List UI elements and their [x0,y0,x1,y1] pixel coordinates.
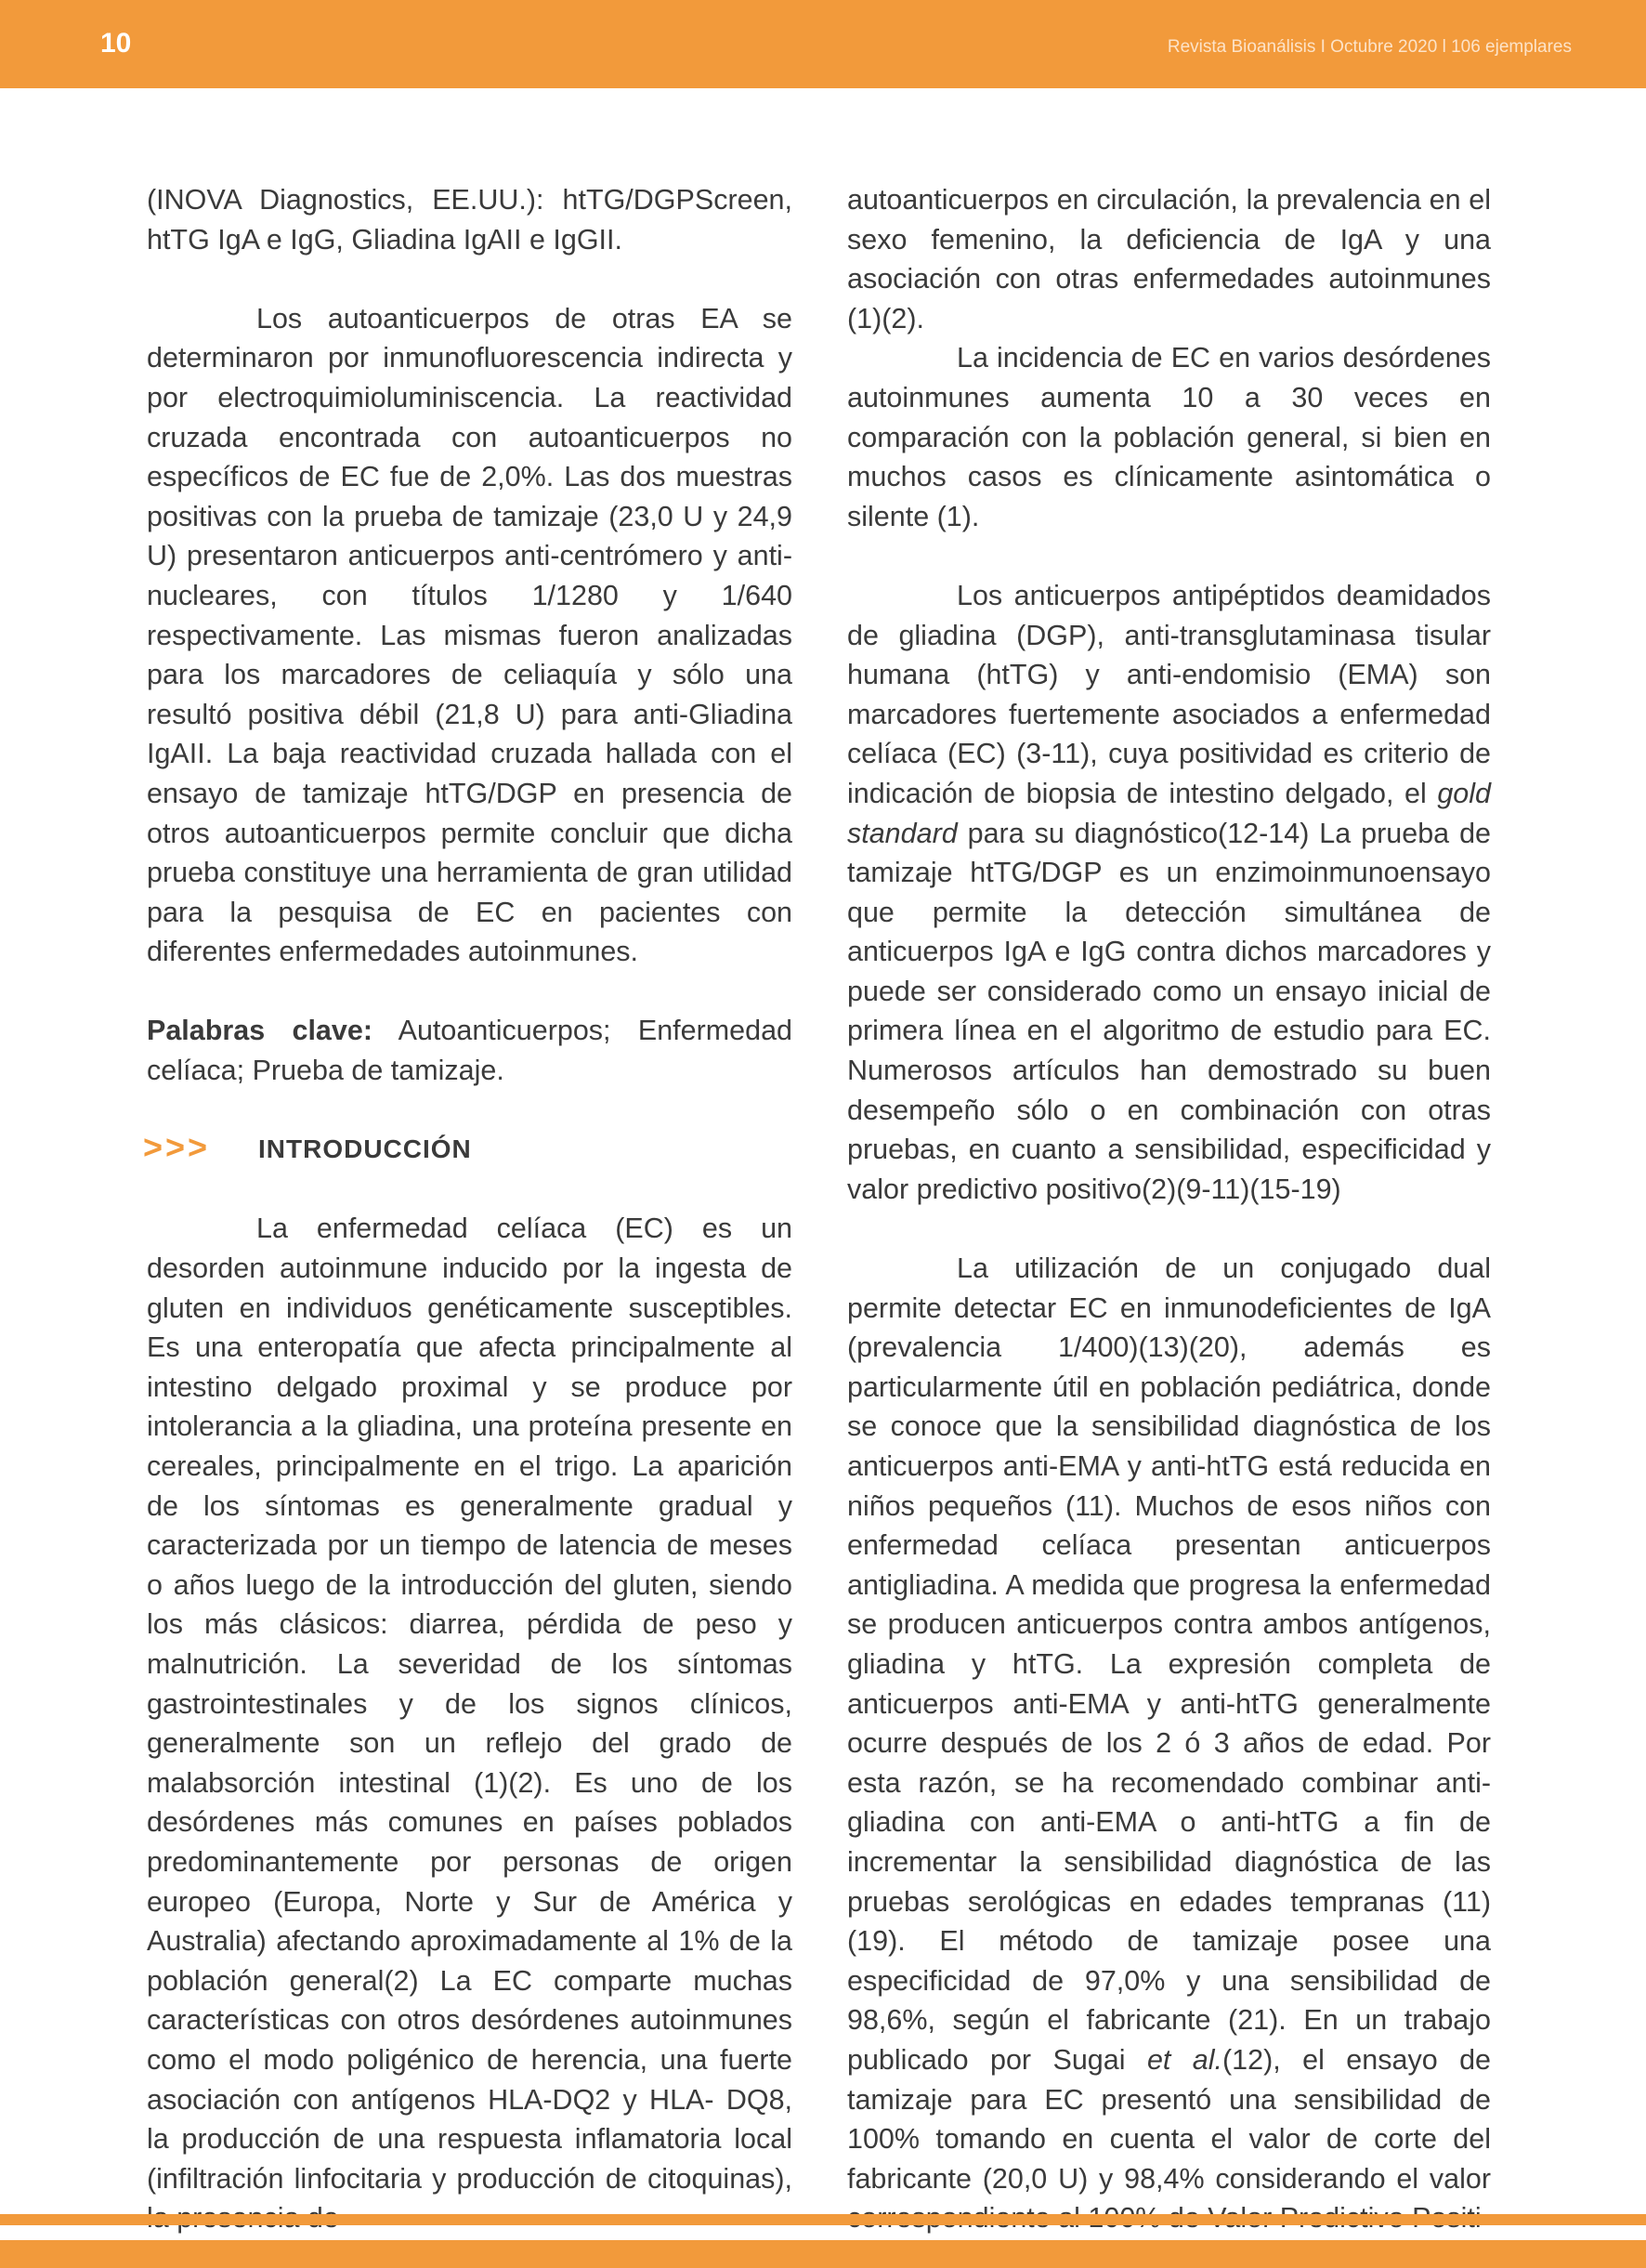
section-heading [143,1128,792,1170]
section-arrows-icon: >>> [143,1128,211,1167]
keywords-label: Palabras clave: [147,1015,372,1047]
left-column [143,180,793,2238]
right-column [847,180,1491,2238]
paragraph: (INOVA Diagnostics, EE.UU.): htTG/DGPScreen, htTG IgA e IgG, Gliadina IgAII e IgGII. [147,184,792,256]
paragraph [847,1249,1491,2238]
paragraph: Los autoanticuerpos de otras EA se determinaron por inmunofluorescencia indirecta y por electroquimioluminiscencia. La reactividad cruzada encontrada con autoanticuerpos no específicos de EC fue de 2,0%. Las dos muestras positivas con la prueba de tamizaje (23,0 U y 24,9 U) presentaron anticuerpos anti-centrómero y anti-nucleares, con títulos 1/1280 y 1/640 respectivamente. Las mismas fueron analizadas para los marcadores de celiaquía y sólo una resultó positiva débil (21,8 U) para anti-Gliadina IgAII. La baja reactividad cruzada hallada con el ensayo de tamizaje htTG/DGP en presencia de otros autoanticuerpos permite concluir que dicha prueba constituye una herramienta de gran utilidad para la pesquisa de EC en pacientes con diferentes enfermedades autoinmunes. [147,302,792,968]
text-run: (12), el ensayo de tamizaje para EC presentó una sensibilidad de 100% tomando en cuenta el valor de corte del fabricante (20,0 U) y 98,4% considerando el valor [847,2043,1492,2195]
section-title: INTRODUCCIÓN [258,1134,472,1164]
keywords [147,1011,792,1090]
page-number: 10 [100,28,132,59]
italic-text: gold standard [847,777,1491,849]
paragraph [847,576,1491,1210]
paragraph: La enfermedad celíaca (EC) es un desorden autoinmune inducido por la ingesta de gluten en individuos genéticamente susceptibles. Es una enteropatía que afecta principalmente al intestino delgado proximal y se produce por intolerancia a la gliadina, una proteína presente en cereales, principalmente en el trigo. La aparición de los síntomas es generalmente gradual y caracterizada por un tiempo de latencia de meses o años luego de la introducción del gluten, siendo los más clásicos: diarrea, pérdida de peso y malnutrición. La severidad de los síntomas gastrointestinales y de los signos clínicos, generalmente son un reflejo del grado de malabsorción intestinal (1)(2). Es uno de los desórdenes más comunes en países poblados predominantemente por personas de origen europeo (Europa, Norte y Sur de América y Australia) afectando aproximadamente al 1% de la población general(2) La EC comparte muchas características con otros desórdenes autoinmunes como el modo poligénico de herencia, una fuerte asociación con antígenos HLA-DQ2 y HLA- DQ8, la producción de una respuesta inflamatoria local (infiltración linfocitaria y producción de citoquinas), [147,1213,792,2195]
text-run: para su diagnóstico(12-14) La prueba de tamizaje htTG/DGP es un enzimoinmunoensayo que permite la detección simultánea de anticuerpos IgA e IgG contra dichos marcadores y puede ser considerado como un ensayo inicial de primera línea en el algoritmo de estudio para EC. Numerosos artículos han demostrado su buen desempeño sólo o en combinación con otras pruebas, en cuanto a sensibilidad, especificidad y valor predictivo positivo(2)(9-11)(15-19) [847,817,1491,1205]
paragraph: La incidencia de EC en varios desórdenes autoinmunes aumenta 10 a 30 veces en comparación con la población general, si bien en muchos casos es clínicamente asintomática o silente (1). [847,342,1491,532]
footer-bar [0,2240,1646,2268]
paragraph: autoanticuerpos en circulación, la prevalencia en el sexo femenino, la deficiencia de IgA y una asociación con otras enfermedades autoinmunes (1)(2). [847,184,1491,334]
text-run: Los anticuerpos antipéptidos deamidados de gliadina (DGP), anti-transglutaminasa tisular humana (htTG) y anti-endomisio (EMA) son marcadores fuertemente asociados a enfermedad celíaca (EC) (3-11), cuya positividad es criterio de indicación de biopsia de intestino delgado, el [847,579,1491,809]
journal-info: Revista Bioanálisis I Octubre 2020 l 106 ejemplares [1167,37,1572,57]
text-run: La utilización de un conjugado dual permite detectar EC en inmunodeficientes de IgA (prevalencia 1/400)(13)(20), además es particularmente útil en población pediátrica, donde se conoce que la sensibilidad diagnóstica de los anticuerpos anti-EMA y anti-htTG está reducida en niños pequeños (11). Muchos de esos niños con enfermedad celíaca presentan anticuerpos antigliadina. A medida que progresa la enfermedad se producen anticuerpos contra ambos antígenos, gliadina y htTG. La expresión completa de anticuerpos anti-EMA y anti-htTG generalmente ocurre después de los 2 ó 3 años de edad. Por esta razón, se ha recomendado combinar anti-gliadina con anti-EMA o anti-htTG a fin de incrementar la sensibilidad diagnóstica de las pruebas serológicas en edades tempranas (11)(19). El método de tamizaje posee una especificidad de 97,0% y una sensibilidad de 98,6%, según el fabricante (21). En un trabajo publicado por Sugai [847,1252,1491,2076]
footer-line [0,2214,1646,2225]
italic-text: et al. [1146,2043,1223,2076]
page-header [0,0,1646,88]
keywords-text: Autoanticuerpos; Enfermedad celíaca; Prueba de tamizaje. [147,1015,793,1087]
